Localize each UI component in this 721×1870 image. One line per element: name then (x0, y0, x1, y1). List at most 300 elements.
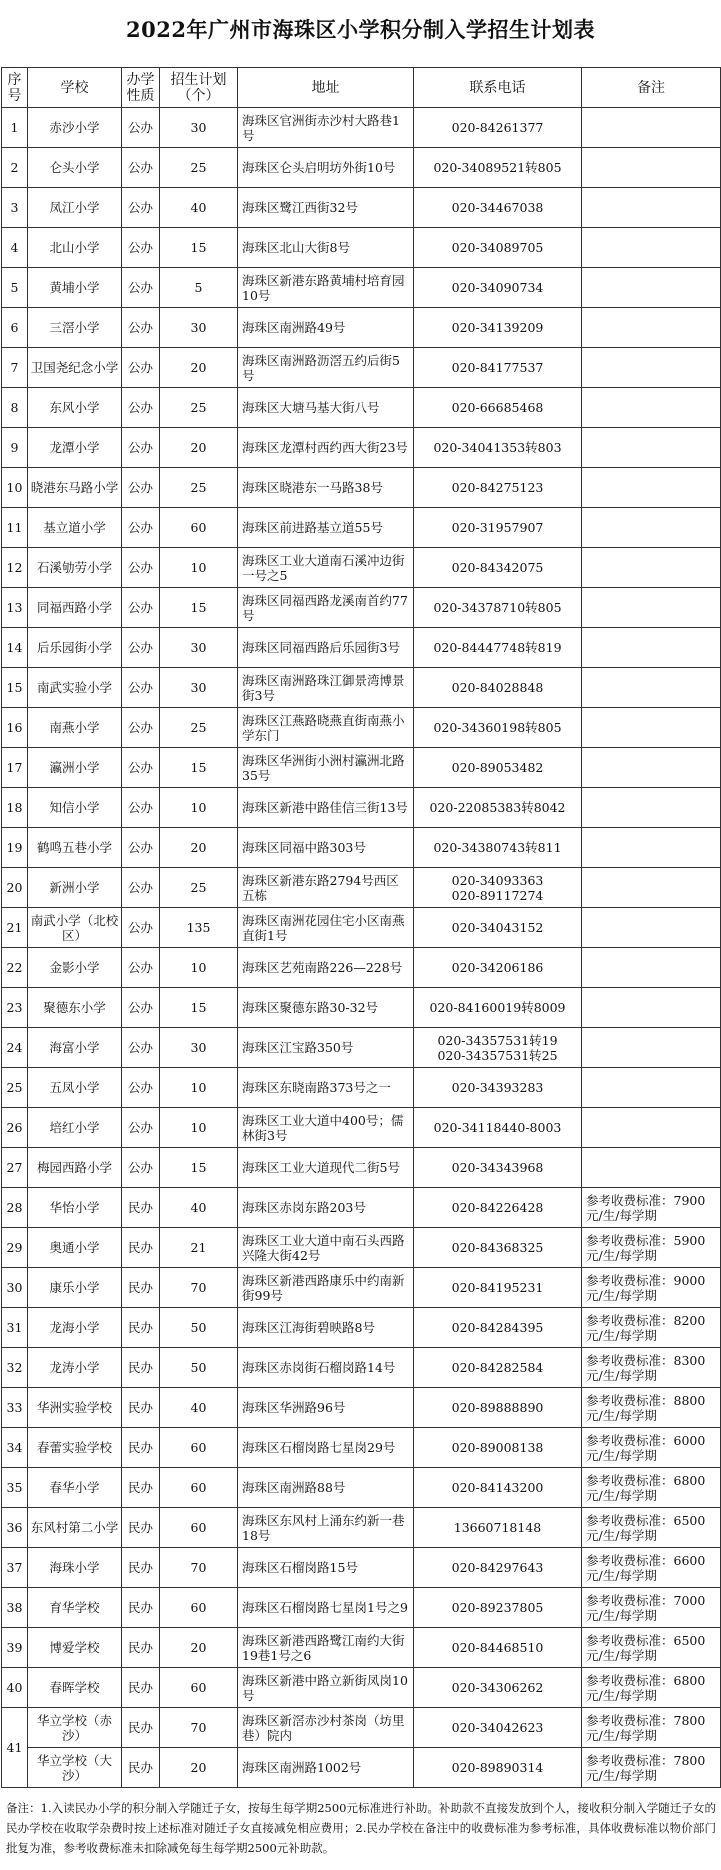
cell-no: 16 (2, 708, 28, 748)
cell-type: 民办 (122, 1188, 160, 1228)
cell-address: 海珠区前进路基立道55号 (238, 508, 414, 548)
cell-plan: 40 (160, 1388, 238, 1428)
cell-no: 5 (2, 268, 28, 308)
table-row (2, 1508, 721, 1548)
cell-no: 34 (2, 1428, 28, 1468)
cell-type: 公办 (122, 908, 160, 948)
table-row (2, 468, 721, 508)
cell-note (582, 148, 721, 188)
cell-type: 公办 (122, 588, 160, 628)
cell-note (582, 268, 721, 308)
cell-no: 32 (2, 1348, 28, 1388)
cell-note (582, 548, 721, 588)
cell-school: 黄埔小学 (28, 268, 122, 308)
cell-school: 奥通小学 (28, 1228, 122, 1268)
cell-address: 海珠区新港西路鹭江南约大街19巷1号之6 (238, 1628, 414, 1668)
cell-type: 公办 (122, 428, 160, 468)
cell-address: 海珠区工业大道中400号；儒林街3号 (238, 1108, 414, 1148)
cell-address: 海珠区南洲路49号 (238, 308, 414, 348)
cell-no: 9 (2, 428, 28, 468)
cell-address: 海珠区北山大街8号 (238, 228, 414, 268)
cell-plan: 20 (160, 1628, 238, 1668)
cell-address: 海珠区大塘马基大街八号 (238, 388, 414, 428)
cell-plan: 10 (160, 1068, 238, 1108)
cell-phone: 020-34089705 (414, 228, 582, 268)
cell-plan: 60 (160, 1468, 238, 1508)
cell-phone: 020-84160019转8009 (414, 988, 582, 1028)
cell-school: 南燕小学 (28, 708, 122, 748)
cell-address: 海珠区赤岗东路203号 (238, 1188, 414, 1228)
cell-plan: 20 (160, 348, 238, 388)
cell-phone: 020-84226428 (414, 1188, 582, 1228)
cell-school: 海珠小学 (28, 1548, 122, 1588)
cell-note: 参考收费标准：8200元/生/每学期 (582, 1308, 721, 1348)
cell-no: 23 (2, 988, 28, 1028)
cell-note (582, 868, 721, 908)
cell-no: 1 (2, 108, 28, 148)
cell-phone: 020-84468510 (414, 1628, 582, 1668)
cell-phone: 020-34042623 (414, 1708, 582, 1748)
cell-phone: 020-84284395 (414, 1308, 582, 1348)
table-row (2, 1388, 721, 1428)
document-title: 2022年广州市海珠区小学积分制入学招生计划表 (126, 17, 595, 42)
cell-type: 民办 (122, 1708, 160, 1748)
cell-type: 公办 (122, 108, 160, 148)
table-row (2, 1548, 721, 1588)
table-row (2, 388, 721, 428)
cell-no: 15 (2, 668, 28, 708)
cell-note (582, 1108, 721, 1148)
cell-no: 29 (2, 1228, 28, 1268)
cell-plan: 10 (160, 788, 238, 828)
cell-note (582, 1068, 721, 1108)
cell-school: 东风村第二小学 (28, 1508, 122, 1548)
cell-note: 参考收费标准：6600元/生/每学期 (582, 1548, 721, 1588)
cell-plan: 5 (160, 268, 238, 308)
cell-note: 参考收费标准：8800元/生/每学期 (582, 1388, 721, 1428)
cell-note: 参考收费标准：7800元/生/每学期 (582, 1748, 721, 1788)
cell-school: 卫国尧纪念小学 (28, 348, 122, 388)
cell-note (582, 708, 721, 748)
cell-address: 海珠区南洲路沥滘五约后街5号 (238, 348, 414, 388)
cell-school: 海富小学 (28, 1028, 122, 1068)
cell-school: 东风小学 (28, 388, 122, 428)
cell-phone: 020-84282584 (414, 1348, 582, 1388)
cell-phone: 020-34043152 (414, 908, 582, 948)
cell-type: 公办 (122, 548, 160, 588)
cell-school: 华怡小学 (28, 1188, 122, 1228)
cell-plan: 10 (160, 548, 238, 588)
cell-plan: 60 (160, 1588, 238, 1628)
cell-school: 仑头小学 (28, 148, 122, 188)
cell-no: 41 (2, 1708, 28, 1788)
cell-no: 13 (2, 588, 28, 628)
cell-type: 公办 (122, 388, 160, 428)
cell-note: 参考收费标准：7000元/生/每学期 (582, 1588, 721, 1628)
cell-note (582, 348, 721, 388)
cell-plan: 25 (160, 708, 238, 748)
cell-plan: 40 (160, 1188, 238, 1228)
cell-phone: 020-34093363 020-89117274 (414, 868, 582, 908)
cell-school: 春华小学 (28, 1468, 122, 1508)
cell-address: 海珠区同福中路303号 (238, 828, 414, 868)
cell-address: 海珠区江宝路350号 (238, 1028, 414, 1068)
table-row (2, 1268, 721, 1308)
footnote: 备注：1.入读民办小学的积分制入学随迁子女，按每生每学期2500元标准进行补助。补助款不直接发放到个人，接收积分制入学随迁子女的民办学校在收取学杂费时按上述标准对随迁子女直接减免相应费用；2.民办学校在备注中的收费标准为参考标准，具体收费标准以物价部门批复为准，参考收费标准未扣除减免每生每学期2500元补助款。 (6, 1801, 716, 1855)
cell-plan: 15 (160, 228, 238, 268)
cell-phone: 020-34306262 (414, 1668, 582, 1708)
cell-type: 公办 (122, 188, 160, 228)
cell-address: 海珠区艺苑南路226—228号 (238, 948, 414, 988)
cell-type: 公办 (122, 148, 160, 188)
table-row (2, 1028, 721, 1068)
cell-phone: 020-84143200 (414, 1468, 582, 1508)
cell-address: 海珠区鹭江西街32号 (238, 188, 414, 228)
cell-note (582, 588, 721, 628)
cell-plan: 60 (160, 1508, 238, 1548)
table-row (2, 1628, 721, 1668)
cell-no: 11 (2, 508, 28, 548)
cell-school: 赤沙小学 (28, 108, 122, 148)
cell-note: 参考收费标准：8300元/生/每学期 (582, 1348, 721, 1388)
cell-address: 海珠区工业大道中南石头西路兴隆大街42号 (238, 1228, 414, 1268)
cell-plan: 70 (160, 1548, 238, 1588)
cell-type: 民办 (122, 1388, 160, 1428)
cell-type: 民办 (122, 1748, 160, 1788)
cell-no: 7 (2, 348, 28, 388)
cell-plan: 25 (160, 468, 238, 508)
table-row (2, 188, 721, 228)
table-row (2, 828, 721, 868)
cell-type: 公办 (122, 708, 160, 748)
cell-plan: 40 (160, 188, 238, 228)
cell-school: 鹤鸣五巷小学 (28, 828, 122, 868)
header-no: 序号 (2, 68, 28, 108)
cell-note (582, 308, 721, 348)
cell-type: 公办 (122, 668, 160, 708)
table-row (2, 748, 721, 788)
cell-note (582, 428, 721, 468)
cell-type: 公办 (122, 308, 160, 348)
cell-note: 参考收费标准：7800元/生/每学期 (582, 1708, 721, 1748)
cell-phone: 020-34357531转19 020-34357531转25 (414, 1028, 582, 1068)
cell-note (582, 228, 721, 268)
header-type: 办学性质 (122, 68, 160, 108)
cell-phone: 020-34041353转803 (414, 428, 582, 468)
cell-phone: 020-89890314 (414, 1748, 582, 1788)
table-row (2, 1108, 721, 1148)
table-body (2, 108, 721, 1788)
table-row (2, 1708, 721, 1748)
cell-address: 海珠区聚德东路30-32号 (238, 988, 414, 1028)
cell-plan: 10 (160, 948, 238, 988)
table-row (2, 1588, 721, 1628)
cell-type: 公办 (122, 788, 160, 828)
cell-phone: 020-89053482 (414, 748, 582, 788)
cell-note (582, 668, 721, 708)
cell-school: 聚德东小学 (28, 988, 122, 1028)
cell-phone: 020-84195231 (414, 1268, 582, 1308)
cell-no: 26 (2, 1108, 28, 1148)
cell-type: 公办 (122, 348, 160, 388)
cell-note: 参考收费标准：5900元/生/每学期 (582, 1228, 721, 1268)
cell-type: 公办 (122, 948, 160, 988)
cell-no: 10 (2, 468, 28, 508)
table-row (2, 228, 721, 268)
cell-school: 石溪劬劳小学 (28, 548, 122, 588)
cell-type: 公办 (122, 1148, 160, 1188)
cell-type: 民办 (122, 1268, 160, 1308)
cell-no: 40 (2, 1668, 28, 1708)
table-row (2, 1748, 721, 1788)
cell-no: 19 (2, 828, 28, 868)
cell-address: 海珠区赤岗街石榴岗路14号 (238, 1348, 414, 1388)
cell-type: 民办 (122, 1508, 160, 1548)
cell-no: 21 (2, 908, 28, 948)
cell-phone: 13660718148 (414, 1508, 582, 1548)
cell-no: 28 (2, 1188, 28, 1228)
cell-plan: 30 (160, 628, 238, 668)
cell-note (582, 788, 721, 828)
cell-note (582, 388, 721, 428)
cell-address: 海珠区仑头启明坊外街10号 (238, 148, 414, 188)
cell-no: 25 (2, 1068, 28, 1108)
cell-no: 35 (2, 1468, 28, 1508)
cell-phone: 020-34139209 (414, 308, 582, 348)
cell-no: 4 (2, 228, 28, 268)
table-row (2, 1308, 721, 1348)
cell-school: 知信小学 (28, 788, 122, 828)
cell-note (582, 948, 721, 988)
table-row (2, 668, 721, 708)
cell-phone: 020-22085383转8042 (414, 788, 582, 828)
cell-plan: 60 (160, 1668, 238, 1708)
cell-school: 龙海小学 (28, 1308, 122, 1348)
table-row (2, 708, 721, 748)
cell-phone: 020-34343968 (414, 1148, 582, 1188)
header-phone: 联系电话 (414, 68, 582, 108)
cell-plan: 30 (160, 108, 238, 148)
cell-address: 海珠区新港东路黄埔村培育园10号 (238, 268, 414, 308)
cell-plan: 25 (160, 148, 238, 188)
cell-address: 海珠区南洲花园住宅小区南燕直街1号 (238, 908, 414, 948)
cell-school: 基立道小学 (28, 508, 122, 548)
table-row (2, 508, 721, 548)
cell-note (582, 468, 721, 508)
cell-type: 公办 (122, 1068, 160, 1108)
cell-type: 公办 (122, 988, 160, 1028)
cell-note (582, 988, 721, 1028)
cell-plan: 25 (160, 868, 238, 908)
cell-address: 海珠区石榴岗路七星岗1号之9 (238, 1588, 414, 1628)
cell-address: 海珠区江燕路晓燕直街南燕小学东门 (238, 708, 414, 748)
table-row (2, 868, 721, 908)
cell-school: 金影小学 (28, 948, 122, 988)
cell-address: 海珠区江海街碧映路8号 (238, 1308, 414, 1348)
cell-no: 38 (2, 1588, 28, 1628)
cell-address: 海珠区官洲街赤沙村大路巷1号 (238, 108, 414, 148)
cell-plan: 15 (160, 988, 238, 1028)
cell-address: 海珠区工业大道南石溪冲边街一号之5 (238, 548, 414, 588)
cell-plan: 30 (160, 1028, 238, 1068)
cell-type: 民办 (122, 1628, 160, 1668)
cell-no: 36 (2, 1508, 28, 1548)
cell-phone: 020-34089521转805 (414, 148, 582, 188)
cell-no: 17 (2, 748, 28, 788)
cell-school: 春蕾实验学校 (28, 1428, 122, 1468)
cell-phone: 020-84261377 (414, 108, 582, 148)
cell-school: 春晖学校 (28, 1668, 122, 1708)
cell-no: 8 (2, 388, 28, 428)
cell-plan: 25 (160, 388, 238, 428)
cell-phone: 020-34380743转811 (414, 828, 582, 868)
cell-address: 海珠区新滘赤沙村茶岗（坊里巷）院内 (238, 1708, 414, 1748)
cell-no: 12 (2, 548, 28, 588)
cell-no: 24 (2, 1028, 28, 1068)
table-row (2, 1668, 721, 1708)
cell-note: 参考收费标准：6800元/生/每学期 (582, 1468, 721, 1508)
table-row (2, 1348, 721, 1388)
cell-school: 康乐小学 (28, 1268, 122, 1308)
cell-address: 海珠区新港中路佳信三街13号 (238, 788, 414, 828)
cell-no: 22 (2, 948, 28, 988)
cell-no: 3 (2, 188, 28, 228)
header-plan: 招生计划（个） (160, 68, 238, 108)
cell-plan: 21 (160, 1228, 238, 1268)
cell-phone: 020-84275123 (414, 468, 582, 508)
cell-school: 华立学校（赤沙） (28, 1708, 122, 1748)
cell-plan: 30 (160, 308, 238, 348)
cell-note: 参考收费标准：9000元/生/每学期 (582, 1268, 721, 1308)
table-row (2, 988, 721, 1028)
cell-plan: 70 (160, 1268, 238, 1308)
table-row (2, 1188, 721, 1228)
header-address: 地址 (238, 68, 414, 108)
table-row (2, 948, 721, 988)
cell-note: 参考收费标准：7900元/生/每学期 (582, 1188, 721, 1228)
enrollment-plan-table (1, 67, 721, 1788)
cell-address: 海珠区同福西路龙溪南首约77号 (238, 588, 414, 628)
cell-school: 北山小学 (28, 228, 122, 268)
cell-school: 后乐园街小学 (28, 628, 122, 668)
cell-address: 海珠区石榴岗路七星岗29号 (238, 1428, 414, 1468)
cell-note (582, 908, 721, 948)
table-row (2, 1148, 721, 1188)
cell-no: 37 (2, 1548, 28, 1588)
cell-phone: 020-89888890 (414, 1388, 582, 1428)
cell-address: 海珠区同福西路后乐园街3号 (238, 628, 414, 668)
cell-address: 海珠区东风村上涌东约新一巷18号 (238, 1508, 414, 1548)
cell-school: 华洲实验学校 (28, 1388, 122, 1428)
cell-phone: 020-34467038 (414, 188, 582, 228)
table-row (2, 908, 721, 948)
cell-phone: 020-84297643 (414, 1548, 582, 1588)
cell-no: 39 (2, 1628, 28, 1668)
cell-type: 民办 (122, 1228, 160, 1268)
table-row (2, 1428, 721, 1468)
cell-note: 参考收费标准：6000元/生/每学期 (582, 1428, 721, 1468)
table-row (2, 788, 721, 828)
cell-no: 20 (2, 868, 28, 908)
cell-note (582, 828, 721, 868)
cell-plan: 60 (160, 1428, 238, 1468)
cell-address: 海珠区南洲路珠江御景湾博景街3号 (238, 668, 414, 708)
cell-school: 瀛洲小学 (28, 748, 122, 788)
cell-phone: 020-34118440-8003 (414, 1108, 582, 1148)
table-row (2, 1068, 721, 1108)
cell-no: 27 (2, 1148, 28, 1188)
cell-address: 海珠区新港中路立新街凤岗10号 (238, 1668, 414, 1708)
cell-phone: 020-34360198转805 (414, 708, 582, 748)
cell-address: 海珠区南洲路88号 (238, 1468, 414, 1508)
table-row (2, 548, 721, 588)
cell-school: 五凤小学 (28, 1068, 122, 1108)
cell-school: 博爱学校 (28, 1628, 122, 1668)
cell-plan: 50 (160, 1308, 238, 1348)
table-header-row (2, 68, 721, 108)
cell-school: 三滘小学 (28, 308, 122, 348)
table-row (2, 108, 721, 148)
cell-no: 14 (2, 628, 28, 668)
cell-type: 公办 (122, 228, 160, 268)
cell-plan: 10 (160, 1108, 238, 1148)
cell-type: 公办 (122, 868, 160, 908)
table-row (2, 1228, 721, 1268)
cell-plan: 20 (160, 428, 238, 468)
cell-no: 6 (2, 308, 28, 348)
cell-note (582, 108, 721, 148)
cell-type: 民办 (122, 1308, 160, 1348)
cell-school: 培红小学 (28, 1108, 122, 1148)
cell-plan: 20 (160, 1748, 238, 1788)
cell-school: 新洲小学 (28, 868, 122, 908)
cell-phone: 020-84447748转819 (414, 628, 582, 668)
cell-plan: 15 (160, 1148, 238, 1188)
table-row (2, 308, 721, 348)
table-row (2, 428, 721, 468)
table-row (2, 268, 721, 308)
cell-school: 龙涛小学 (28, 1348, 122, 1388)
cell-type: 民办 (122, 1548, 160, 1588)
cell-type: 公办 (122, 828, 160, 868)
cell-address: 海珠区新港东路2794号西区五栋 (238, 868, 414, 908)
cell-address: 海珠区华洲街小洲村瀛洲北路35号 (238, 748, 414, 788)
cell-plan: 50 (160, 1348, 238, 1388)
cell-school: 南武实验小学 (28, 668, 122, 708)
cell-address: 海珠区东晓南路373号之一 (238, 1068, 414, 1108)
table-row (2, 588, 721, 628)
cell-type: 民办 (122, 1348, 160, 1388)
cell-address: 海珠区晓港东一马路38号 (238, 468, 414, 508)
cell-school: 华立学校（大沙） (28, 1748, 122, 1788)
cell-address: 海珠区工业大道现代二街5号 (238, 1148, 414, 1188)
cell-note (582, 628, 721, 668)
cell-phone: 020-31957907 (414, 508, 582, 548)
cell-phone: 020-34378710转805 (414, 588, 582, 628)
cell-phone: 020-84342075 (414, 548, 582, 588)
table-row (2, 148, 721, 188)
cell-no: 2 (2, 148, 28, 188)
cell-note: 参考收费标准：6800元/生/每学期 (582, 1668, 721, 1708)
cell-note (582, 1148, 721, 1188)
cell-type: 民办 (122, 1588, 160, 1628)
table-row (2, 348, 721, 388)
cell-plan: 20 (160, 828, 238, 868)
cell-type: 公办 (122, 628, 160, 668)
cell-phone: 020-84177537 (414, 348, 582, 388)
cell-phone: 020-89237805 (414, 1588, 582, 1628)
cell-no: 31 (2, 1308, 28, 1348)
